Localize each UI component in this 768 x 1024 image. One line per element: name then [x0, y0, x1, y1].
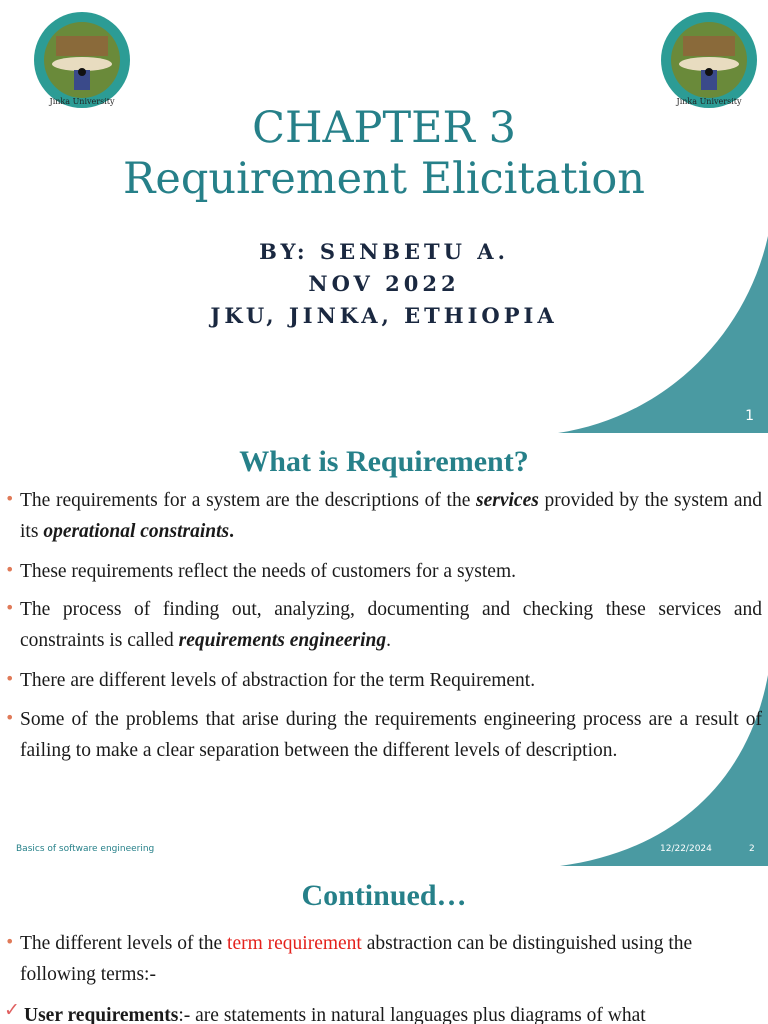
bullet-item: Some of the problems that arise during the requirements engineering process are a result of failing to make a clear separation between the different levels of description. — [20, 709, 762, 761]
bullet-icon: • — [5, 598, 15, 617]
page-number: 2 — [749, 844, 755, 854]
slide-heading: Continued… — [301, 879, 467, 912]
sub-bullet-item: User requirements:- are statements in natural languages plus diagrams of what — [24, 1005, 646, 1024]
bullet-icon: • — [5, 560, 15, 579]
chapter-number: CHAPTER 3 — [252, 103, 516, 153]
footer-course: Basics of software engineering — [16, 844, 155, 854]
bullet-item: The different levels of the term requirement abstraction can be distinguished using the following terms:- — [20, 933, 693, 985]
university-logo-right — [659, 8, 759, 114]
checkmark-icon: ✓ — [4, 999, 20, 1021]
logo-text: Jinka University — [676, 97, 742, 106]
bullet-item: The requirements for a system are the descriptions of the services provided by the system and its operational constraints. — [20, 490, 762, 542]
continued-slide — [0, 866, 768, 1024]
what-is-requirement-slide — [0, 433, 768, 866]
place-line: JKU, JINKA, ETHIOPIA — [210, 303, 558, 328]
author-line: BY: SENBETU A. — [259, 239, 509, 264]
bullet-icon: • — [5, 708, 15, 727]
bullet-icon: • — [5, 669, 15, 688]
title-slide — [0, 0, 768, 433]
page-number: 1 — [745, 408, 754, 424]
chapter-title: Requirement Elicitation — [123, 154, 645, 204]
bullet-item: The process of finding out, analyzing, documenting and checking these services and constraints is called requirements engineering. — [20, 599, 762, 651]
bullet-item: These requirements reflect the needs of customers for a system. — [20, 561, 516, 582]
university-logo-left — [32, 8, 132, 114]
footer-date: 12/22/2024 — [660, 844, 712, 854]
bullet-item: There are different levels of abstraction for the term Requirement. — [20, 670, 536, 691]
bullet-icon: • — [5, 932, 15, 951]
date-line: NOV 2022 — [308, 271, 460, 296]
bullet-icon: • — [5, 489, 15, 508]
slide-heading: What is Requirement? — [239, 445, 529, 478]
logo-text: Jinka University — [49, 97, 115, 106]
